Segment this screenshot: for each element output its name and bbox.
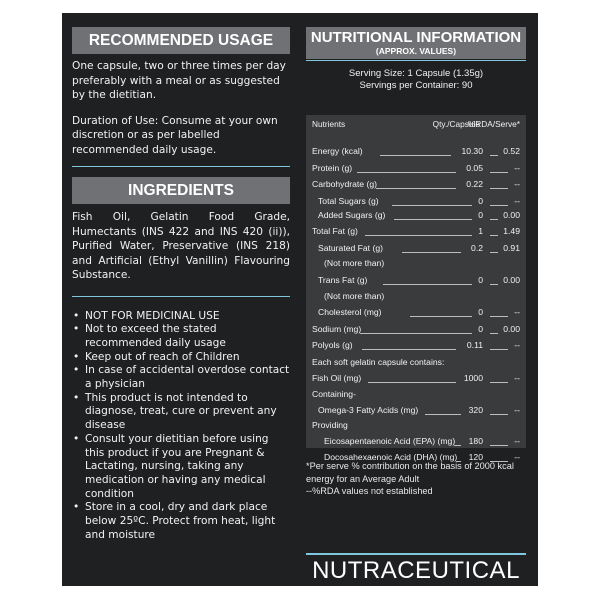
nutrient-rda: -- (514, 452, 520, 462)
brand-rule (306, 553, 526, 555)
leader-line (490, 219, 498, 220)
leader-line (490, 172, 508, 173)
table-row (312, 177, 520, 191)
nutrient-name: Energy (kcal) (312, 146, 363, 156)
nutrient-name: Cholesterol (mg) (318, 307, 382, 317)
nutrient-name: Saturated Fat (g) (318, 243, 383, 253)
right-column (306, 27, 526, 584)
nutrient-rda: 0.00 (503, 275, 520, 285)
col-nutrients: Nutrients (312, 119, 346, 129)
leader-line (490, 333, 498, 334)
nutrient-rda: -- (514, 163, 520, 173)
table-row (312, 161, 520, 175)
nutrient-qty: 180 (468, 436, 483, 446)
duration-text: Duration of Use: Consume at your own discretion or as per labelled recommended daily usage. (72, 114, 278, 156)
nutrient-qty: 0 (478, 275, 483, 285)
nutrient-name: Containing- (312, 389, 356, 399)
nutrient-qty: 0 (478, 196, 483, 206)
table-row (312, 371, 520, 385)
table-row (312, 241, 520, 255)
nutrient-name: Eicosapentaenoic Acid (EPA) (mg) (324, 436, 456, 446)
leader-line (380, 155, 451, 156)
nutrient-name: Carbohydrate (g) (312, 179, 377, 189)
nutrient-rda: -- (514, 436, 520, 446)
nutrient-rda: 0.00 (503, 324, 520, 334)
nutrient-qty: 320 (468, 405, 483, 415)
leader-line (392, 205, 472, 206)
leader-line (360, 333, 472, 334)
leader-line (376, 188, 456, 189)
leader-line (454, 445, 461, 446)
footnote-not-established: --%RDA values not established (306, 486, 433, 496)
ingredients-text: Fish Oil, Gelatin Food Grade, Humectants (INS 422 and INS 420 (ii)), Purified Water, Preservative (INS 218) and Artificial (Ethyl Vanillin) Flavouring Substance. (72, 211, 290, 281)
nutrient-rda: -- (514, 179, 520, 189)
label-panel (62, 13, 538, 586)
leader-line (490, 284, 498, 285)
table-row (312, 289, 520, 303)
leader-line (425, 414, 461, 415)
nutrient-name: Sodium (mg) (312, 324, 362, 334)
nutrient-name: Total Sugars (g) (318, 196, 379, 206)
leader-line (490, 205, 508, 206)
list-item: • This product is not intended to diagnose, treat, cure or prevent any disease (72, 392, 290, 433)
usage-text: One capsule, two or three times per day preferably with a meal or as suggested by the dietitian. (72, 60, 286, 101)
table-row (312, 355, 520, 369)
nutrient-name: Fish Oil (mg) (312, 373, 362, 383)
list-item: • Consult your dietitian before using this product if you are Pregnant & Lactating, nursing, taking any medication or having any medical condition (72, 433, 290, 502)
nutrient-name: Added Sugars (g) (318, 210, 386, 220)
nutrient-rda: -- (514, 307, 520, 317)
list-item: • Not to exceed the stated recommended daily usage (72, 323, 290, 350)
table-row (312, 403, 520, 417)
nutrient-name: (Not more than) (324, 258, 385, 268)
table-row (312, 273, 520, 287)
nutrient-name: Polyols (g) (312, 340, 353, 350)
nutrient-qty: 0.11 (466, 340, 483, 350)
leader-line (410, 316, 472, 317)
left-column (72, 27, 290, 542)
nutrient-qty: 0.2 (471, 243, 483, 253)
leader-line (383, 284, 472, 285)
nutrient-name: Docosahexaenoic Acid (DHA) (mg) (324, 452, 458, 462)
serving-size: Serving Size: 1 Capsule (1.35g) (348, 68, 484, 79)
table-row (312, 387, 520, 401)
col-rda: %RDA/Serve* (467, 119, 520, 129)
nutrient-qty: 10.30 (461, 146, 483, 156)
leader-line (490, 414, 508, 415)
recommended-usage-header: RECOMMENDED USAGE (72, 27, 290, 54)
divider (72, 166, 290, 167)
nutrient-qty: 0 (478, 307, 483, 317)
table-row (312, 418, 520, 432)
ingredients-header: INGREDIENTS (72, 177, 290, 204)
divider (306, 60, 526, 61)
leader-line (365, 235, 472, 236)
table-row (312, 305, 520, 319)
divider (72, 296, 290, 297)
table-header (312, 119, 520, 131)
table-row (312, 322, 520, 336)
table-row (312, 208, 520, 222)
nutrition-table (306, 115, 526, 462)
nutrient-rda: 0.91 (503, 243, 520, 253)
leader-line (362, 349, 456, 350)
table-row (312, 224, 520, 238)
brand-name: NUTRACEUTICAL (312, 557, 520, 584)
leader-line (490, 445, 508, 446)
list-item: • Keep out of reach of Children (72, 351, 290, 365)
leader-line (490, 188, 508, 189)
nutrient-name: (Not more than) (324, 291, 385, 301)
leader-line (490, 252, 498, 253)
nutrient-qty: 120 (468, 452, 483, 462)
col-qty: Qty./Capsule (432, 119, 480, 129)
list-item: • NOT FOR MEDICINAL USE (72, 310, 290, 324)
leader-line (402, 252, 461, 253)
footnote-rda-basis: *Per serve % contribution on the basis of 2000 kcal energy for an Average Adult (306, 461, 514, 484)
nutrient-name: Total Fat (g) (312, 226, 358, 236)
list-item: • In case of accidental overdose contact a physician (72, 364, 290, 391)
footnotes (306, 460, 528, 498)
nutrient-name: Protein (g) (312, 163, 353, 173)
warnings-list (72, 310, 290, 543)
nutrient-rda: 0.52 (503, 146, 520, 156)
leader-line (490, 155, 498, 156)
nutrient-rda: 0.00 (503, 210, 520, 220)
nutrient-qty: 0 (478, 324, 483, 334)
nutrient-name: Trans Fat (g) (318, 275, 368, 285)
nutrient-qty: 0.05 (466, 163, 483, 173)
nutrient-rda: 1.49 (503, 226, 520, 236)
servings-per-container: Servings per Container: 90 (359, 80, 473, 91)
table-row (312, 434, 520, 448)
leader-line (490, 235, 498, 236)
nutrient-rda: -- (514, 340, 520, 350)
leader-line (490, 349, 508, 350)
nutrient-rda: -- (514, 405, 520, 415)
table-row (312, 194, 520, 208)
leader-line (357, 172, 456, 173)
nutrition-title: NUTRITIONAL INFORMATION (310, 29, 522, 46)
nutrient-name: Omega-3 Fatty Acids (mg) (318, 405, 419, 415)
nutrient-rda: -- (514, 196, 520, 206)
nutrient-name: Providing (312, 420, 348, 430)
leader-line (490, 316, 508, 317)
leader-line (368, 382, 456, 383)
nutrient-qty: 0 (478, 210, 483, 220)
nutrient-qty: 1 (478, 226, 483, 236)
table-row (312, 338, 520, 352)
table-row (312, 256, 520, 270)
nutrient-name: Each soft gelatin capsule contains: (312, 357, 445, 367)
leader-line (394, 219, 472, 220)
table-row (312, 144, 520, 158)
nutrition-header (306, 27, 526, 59)
nutrition-subtitle: (APPROX. VALUES) (375, 46, 457, 56)
list-item: • Store in a cool, dry and dark place below 25ºC. Protect from heat, light and moisture (72, 501, 290, 542)
nutrient-rda: -- (514, 373, 520, 383)
leader-line (490, 382, 508, 383)
nutrient-qty: 1000 (463, 373, 483, 383)
nutrient-qty: 0.22 (466, 179, 483, 189)
